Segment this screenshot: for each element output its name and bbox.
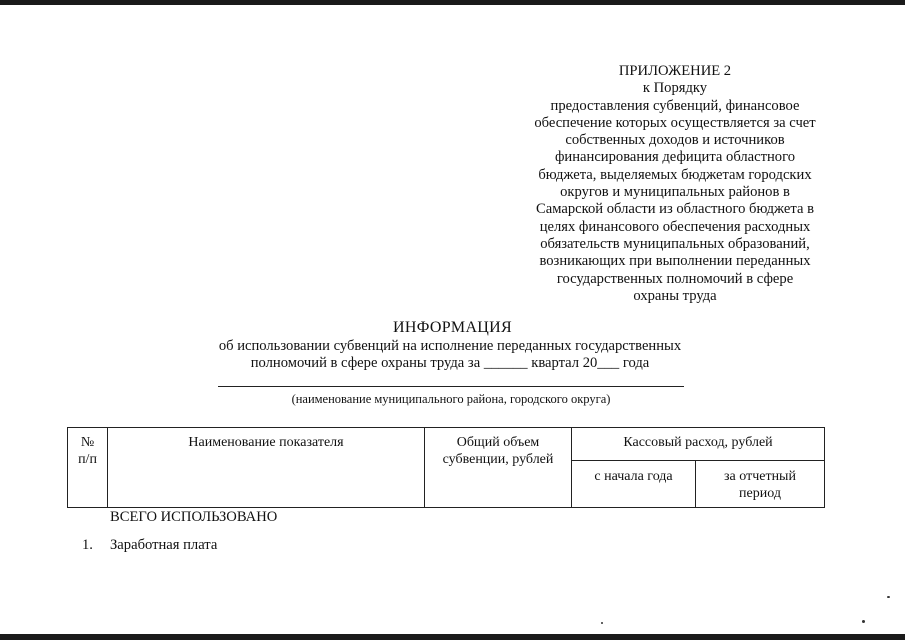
header-start-text: с начала года [594, 469, 673, 484]
subtitle-line-1: об использовании субвенций на исполнение переданных государственных [218, 338, 682, 354]
appendix-line: Самарской области из областного бюджета в [536, 201, 814, 218]
list-item-label: Заработная плата [110, 537, 218, 553]
info-table [67, 427, 825, 508]
appendix-line: ПРИЛОЖЕНИЕ 2 [618, 63, 732, 79]
list-item [82, 537, 217, 554]
appendix-line: предоставления субвенций, финансовое [550, 97, 800, 114]
header-cash [572, 428, 825, 461]
list-item-index: 1. [82, 537, 93, 553]
header-name [108, 428, 425, 508]
header-num [68, 428, 108, 508]
header-cash-text: Кассовый расход, рублей [623, 435, 773, 450]
document-title-text: ИНФОРМАЦИЯ [393, 319, 512, 336]
appendix-line: финансирования дефицита областного [554, 149, 796, 166]
header-start [572, 461, 696, 508]
appendix-line: целях финансового обеспечения расходных [539, 218, 811, 235]
appendix-line: обязательств муниципальных образований, [540, 235, 810, 252]
header-period-line: за отчетный [724, 469, 796, 484]
header-period-line: период [739, 486, 781, 501]
appendix-line: округов и муниципальных районов в [560, 184, 790, 201]
scan-speck [601, 622, 603, 624]
header-total-line: Общий объем [456, 435, 540, 450]
scan-speck [887, 596, 890, 598]
total-used-label: ВСЕГО ИСПОЛЬЗОВАНО [110, 509, 278, 525]
document-subtitle [180, 338, 720, 372]
scan-speck [862, 620, 865, 623]
header-total-line: субвенции, рублей [442, 452, 554, 467]
appendix-line: обеспечение которых осуществляется за счет [534, 114, 816, 131]
scan-border-bottom [0, 634, 905, 640]
appendix-line: к Порядку [642, 80, 708, 97]
header-name-text: Наименование показателя [188, 435, 344, 450]
header-num-line: № [80, 435, 95, 450]
table-header-row [68, 428, 825, 461]
appendix-line: бюджета, выделяемых бюджетам городских [538, 166, 812, 183]
appendix-line: возникающих при выполнении переданных [539, 253, 811, 270]
subtitle-line-2: полномочий в сфере охраны труда за ______ квартал 20___ года [250, 355, 650, 371]
header-total [425, 428, 572, 508]
appendix-line: охраны труда [633, 287, 717, 304]
appendix-line: государственных полномочий в сфере [556, 270, 794, 287]
document-title [0, 319, 905, 337]
header-period [696, 461, 825, 508]
municipality-caption: (наименование муниципального района, городского округа) [291, 392, 611, 406]
appendix-line: собственных доходов и источников [565, 132, 785, 149]
appendix-header [520, 63, 830, 305]
header-num-line: п/п [78, 452, 97, 467]
scan-border-top [0, 0, 905, 5]
municipality-blank-line [218, 386, 684, 387]
